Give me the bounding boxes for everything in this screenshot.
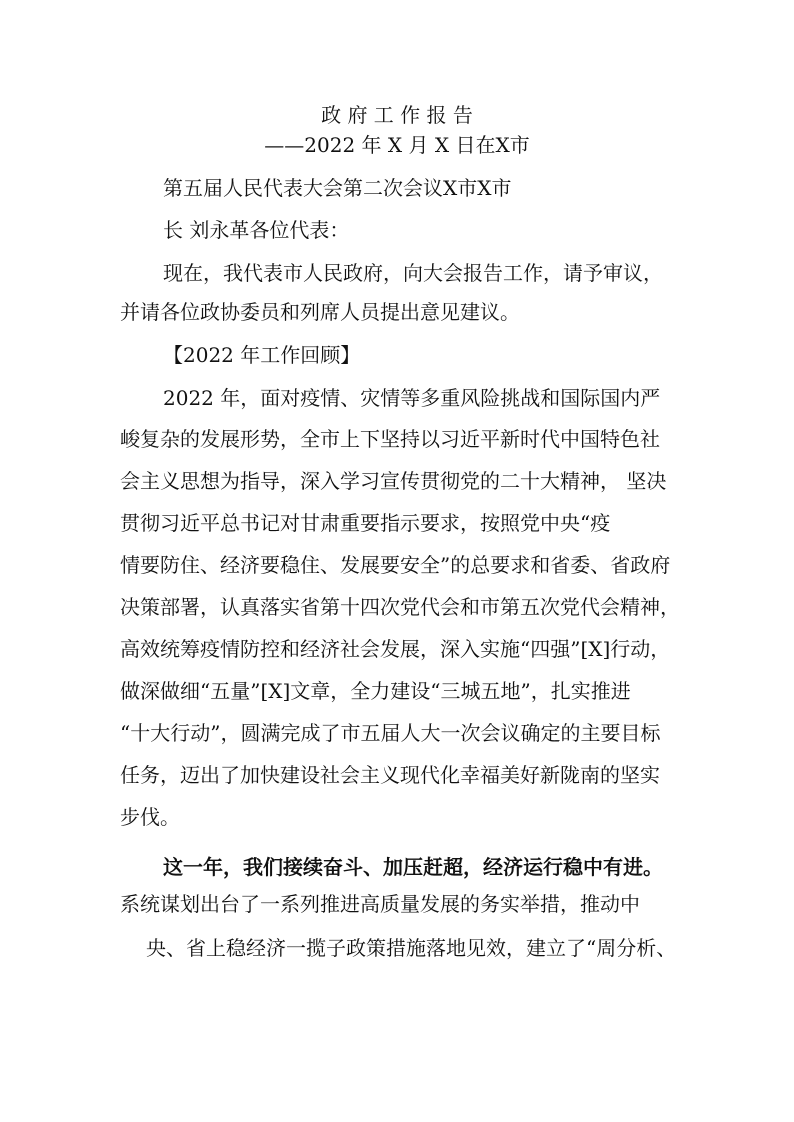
paragraph-line: 任务，迈出了加快建设社会主义现代化幸福美好新陇南的坚实 xyxy=(120,763,660,787)
section-heading: 【2022 年工作回顾】 xyxy=(163,343,361,367)
paragraph-line: “十大行动”，圆满完成了市五届人大一次会议确定的主要目标 xyxy=(120,721,661,745)
paragraph-line: 峻复杂的发展形势，全市上下坚持以习近平新时代中国特色社 xyxy=(120,427,660,451)
paragraph-line: 做深做细“五量”[X]文章，全力建设“三城五地”，扎实推进 xyxy=(120,679,631,703)
paragraph-line: 现在，我代表市人民政府，向大会报告工作，请予审议， xyxy=(163,261,663,285)
paragraph-line: 情要防住、经济要稳住、发展要安全”的总要求和省委、省政府 xyxy=(120,553,671,577)
paragraph-line: 决策部署，认真落实省第十四次党代会和市第五次党代会精神， xyxy=(120,595,680,619)
paragraph-line: 央、省上稳经济一揽子政策措施落地见效，建立了“周分析、 xyxy=(146,936,677,960)
bold-heading: 这一年，我们接续奋斗、加压赶超，经济运行稳中有进。 xyxy=(163,855,663,879)
paragraph-line: 系统谋划出台了一系列推进高质量发展的务实举措，推动中 xyxy=(120,892,640,916)
document-title: 政 府 工 作 报 告 xyxy=(321,103,473,127)
paragraph-line: 第五届人民代表大会第二次会议X市X市 xyxy=(163,176,512,200)
paragraph-line: 会主义思想为指导，深入学习宣传贯彻党的二十大精神， 坚决 xyxy=(120,469,667,493)
paragraph-line: 长 刘永革各位代表： xyxy=(163,218,350,242)
document-subtitle: ——2022 年 X 月 X 日在X市 xyxy=(264,133,530,157)
paragraph-line: 贯彻习近平总书记对甘肃重要指示要求，按照党中央“疫 xyxy=(120,511,611,535)
paragraph-line: 步伐。 xyxy=(120,805,180,829)
paragraph-line: 高效统筹疫情防控和经济社会发展，深入实施“四强”[X]行动， xyxy=(120,637,671,661)
paragraph-line: 并请各位政协委员和列席人员提出意见建议。 xyxy=(120,300,520,324)
paragraph-line: 2022 年，面对疫情、灾情等多重风险挑战和国际国内严 xyxy=(163,386,661,410)
